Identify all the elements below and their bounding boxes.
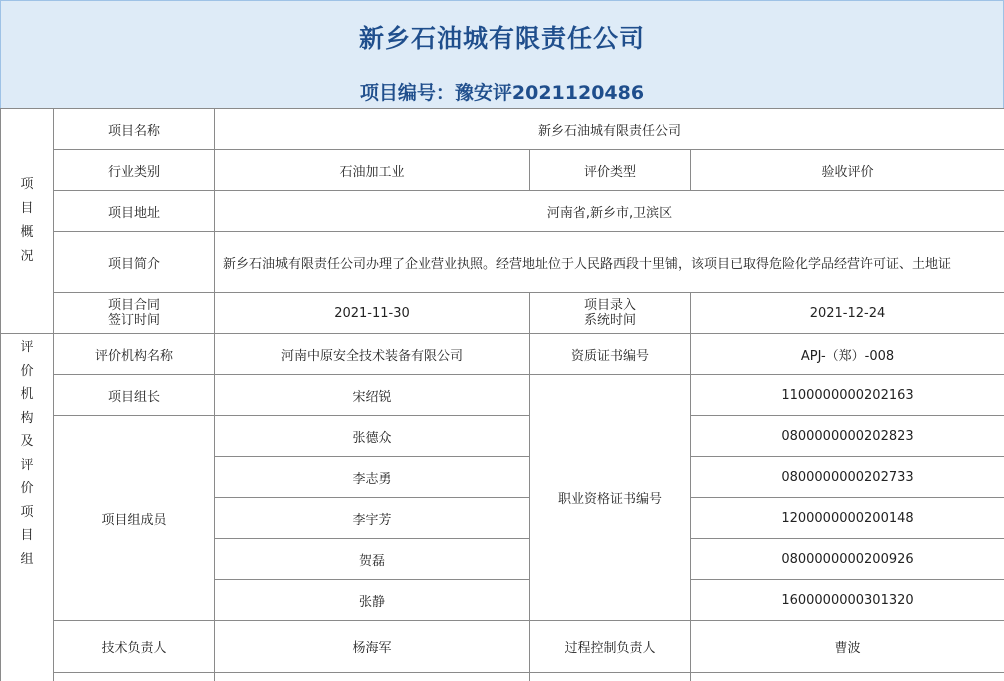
intro-value: 新乡石油城有限责任公司办理了企业营业执照。经营地址位于人民路西段十里铺，该项目已取得危险化学品经营许可证、土地证 (215, 232, 1004, 293)
member-name: 贺磊 (215, 539, 530, 580)
eval-type-label: 评价类型 (530, 150, 691, 191)
project-name-value: 新乡石油城有限责任公司 (215, 109, 1004, 150)
empty-cell (530, 673, 691, 681)
section-overview-label: 项目概况 (1, 109, 54, 334)
tech-lead-value: 杨海军 (215, 621, 530, 673)
address-label: 项目地址 (54, 191, 215, 232)
qual-cert-label: 资质证书编号 (530, 334, 691, 375)
project-number: 项目编号：豫安评2021120486 (359, 82, 645, 104)
page-header (0, 0, 1004, 109)
row-project-name (1, 109, 1004, 150)
company-title: 新乡石油城有限责任公司 (358, 24, 645, 53)
project-info-table (0, 108, 1004, 681)
leader-cert: 1100000000202163 (691, 375, 1004, 416)
row-org (1, 334, 1004, 375)
empty-cell (54, 673, 215, 681)
member-name: 张德众 (215, 416, 530, 457)
address-value: 河南省,新乡市,卫滨区 (215, 191, 1004, 232)
cert-number-label: 职业资格证书编号 (530, 375, 691, 621)
members-label: 项目组成员 (54, 416, 215, 621)
row-address (1, 191, 1004, 232)
row-tech (1, 621, 1004, 673)
table-row (1, 416, 1004, 457)
entry-date-label: 项目录入 系统时间 (530, 293, 691, 334)
row-industry (1, 150, 1004, 191)
org-name-value: 河南中原安全技术装备有限公司 (215, 334, 530, 375)
eval-type-value: 验收评价 (691, 150, 1004, 191)
industry-value: 石油加工业 (215, 150, 530, 191)
empty-cell (215, 673, 530, 681)
member-cert: 0800000000202733 (691, 457, 1004, 498)
leader-name: 宋绍锐 (215, 375, 530, 416)
table-row-partial (1, 673, 1004, 681)
industry-label: 行业类别 (54, 150, 215, 191)
intro-label: 项目简介 (54, 232, 215, 293)
contract-date-value: 2021-11-30 (215, 293, 530, 334)
contract-date-label: 项目合同 签订时间 (54, 293, 215, 334)
entry-date-value: 2021-12-24 (691, 293, 1004, 334)
row-intro (1, 232, 1004, 293)
row-dates (1, 293, 1004, 334)
member-cert: 1600000000301320 (691, 580, 1004, 621)
leader-label: 项目组长 (54, 375, 215, 416)
member-name: 李志勇 (215, 457, 530, 498)
member-cert: 0800000000202823 (691, 416, 1004, 457)
project-name-label: 项目名称 (54, 109, 215, 150)
row-leader (1, 375, 1004, 416)
member-cert: 0800000000200926 (691, 539, 1004, 580)
process-lead-value: 曹波 (691, 621, 1004, 673)
qual-cert-value: APJ-（郑）-008 (691, 334, 1004, 375)
member-name: 李宇芳 (215, 498, 530, 539)
empty-cell (691, 673, 1004, 681)
member-cert: 1200000000200148 (691, 498, 1004, 539)
tech-lead-label: 技术负责人 (54, 621, 215, 673)
section-org-label: 评价机构及评价项目组 (1, 334, 54, 681)
org-name-label: 评价机构名称 (54, 334, 215, 375)
process-lead-label: 过程控制负责人 (530, 621, 691, 673)
member-name: 张静 (215, 580, 530, 621)
